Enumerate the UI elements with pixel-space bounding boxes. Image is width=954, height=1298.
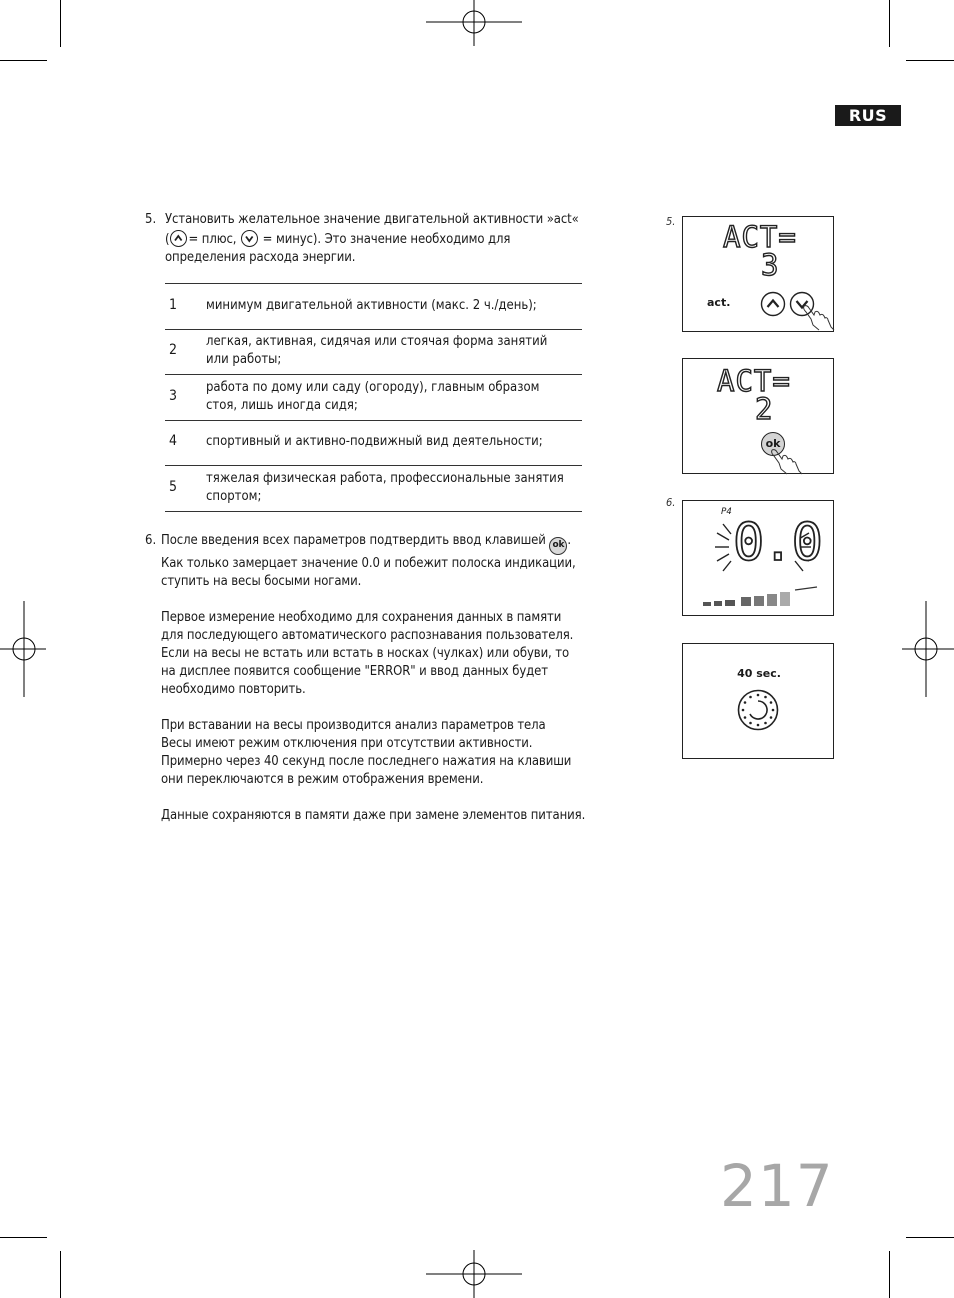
act-label: act.: [707, 296, 731, 309]
step5-line3: определения расхода энергии.: [165, 250, 356, 265]
crop-mark: [60, 1251, 61, 1298]
paragraph: Данные сохраняются в памяти даже при замене элементов питания.: [161, 808, 586, 823]
table-row-level: 3: [169, 388, 178, 404]
table-row-description: тяжелая физическая работа, профессиональные занятия спортом;: [206, 471, 564, 504]
table-row-description: спортивный и активно-подвижный вид деятельности;: [206, 434, 543, 449]
ok-button-icon: ok: [761, 432, 785, 456]
table-row-level: 2: [169, 342, 178, 358]
display-panel: [682, 216, 834, 332]
step-number: 5.: [145, 212, 157, 227]
pointing-hand-icon: [801, 303, 835, 331]
timer-clock-icon: [736, 688, 780, 732]
progress-bar-indicator: [701, 585, 821, 609]
pointing-hand-icon: [769, 447, 803, 475]
crop-mark: [0, 60, 47, 61]
figure-label: 5.: [666, 215, 676, 228]
lcd-display-value: 2: [755, 392, 773, 426]
display-panel: [682, 358, 834, 474]
lcd-display-value: 3: [761, 248, 779, 282]
table-rule: [165, 283, 582, 284]
step6-text: [161, 532, 601, 825]
crop-mark: [889, 0, 890, 47]
crop-mark: [60, 0, 61, 47]
crop-mark: [889, 1251, 890, 1298]
user-label: P4: [721, 507, 732, 517]
crop-mark: [906, 60, 954, 61]
up-arrow-icon: [170, 230, 187, 247]
table-rule: [165, 329, 582, 330]
ok-button-icon: ok: [549, 537, 567, 555]
lcd-display-value: 0.0: [733, 513, 821, 573]
open-paren: (: [165, 232, 170, 247]
table-row-description: минимум двигательной активности (макс. 2 ч./день);: [206, 298, 537, 313]
figure-label: 6.: [666, 496, 676, 509]
registration-mark-icon: [902, 601, 954, 697]
registration-mark-icon: [426, 0, 524, 48]
display-panel: [682, 500, 834, 616]
timer-label: 40 sec.: [737, 667, 781, 680]
lcd-display-line: ACT=: [723, 220, 797, 254]
table-rule: [165, 420, 582, 421]
table-rule: [165, 511, 582, 512]
registration-mark-icon: [0, 601, 48, 697]
step6-line: ступить на весы босыми ногами.: [161, 574, 362, 589]
step6-line1: После введения всех параметров подтвердить ввод клавишей ok .: [161, 532, 601, 555]
crop-mark: [0, 1237, 47, 1238]
table-row-description: легкая, активная, сидячая или стоячая форма занятий или работы;: [206, 334, 548, 367]
step-number: 6.: [145, 533, 157, 548]
step5-text: [165, 211, 595, 267]
table-rule: [165, 374, 582, 375]
table-row-description: работа по дому или саду (огороду), главным образом стоя, лишь иногда сидя;: [206, 380, 540, 413]
paragraph: При вставании на весы производится анализ параметров тела Весы имеют режим отключения при отсутствии активности. Примерно через 40 секунд после последнего нажатия на клавиши они переключаются в режим отображения времени.: [161, 718, 572, 787]
paragraph: Первое измерение необходимо для сохранения данных в памяти для последующего автоматического распознавания пользователя. Если на весы не встать или встать в носках (чулках) или обуви, то на дисплее появится сообщение "ERROR" и ввод данных будет необходимо повторить.: [161, 610, 574, 697]
step6-line: Как только замерцает значение 0.0 и побежит полоска индикации,: [161, 556, 576, 571]
up-arrow-icon: [760, 291, 786, 317]
plus-text: = плюс,: [188, 232, 237, 247]
crop-mark: [906, 1237, 954, 1238]
page-number: 217: [720, 1152, 834, 1220]
display-panel: [682, 643, 834, 759]
step5-line1: Установить желательное значение двигательной активности »act«: [165, 212, 579, 227]
minus-text: = минус). Это значение необходимо для: [262, 232, 511, 247]
table-rule: [165, 465, 582, 466]
down-arrow-icon: [241, 230, 258, 247]
lcd-display-line: ACT=: [717, 364, 791, 398]
table-row-level: 5: [169, 479, 178, 495]
table-row-level: 4: [169, 433, 178, 449]
table-row-level: 1: [169, 297, 178, 313]
language-badge: RUS: [835, 105, 901, 126]
step5-line2: [165, 230, 595, 249]
registration-mark-icon: [426, 1250, 524, 1298]
